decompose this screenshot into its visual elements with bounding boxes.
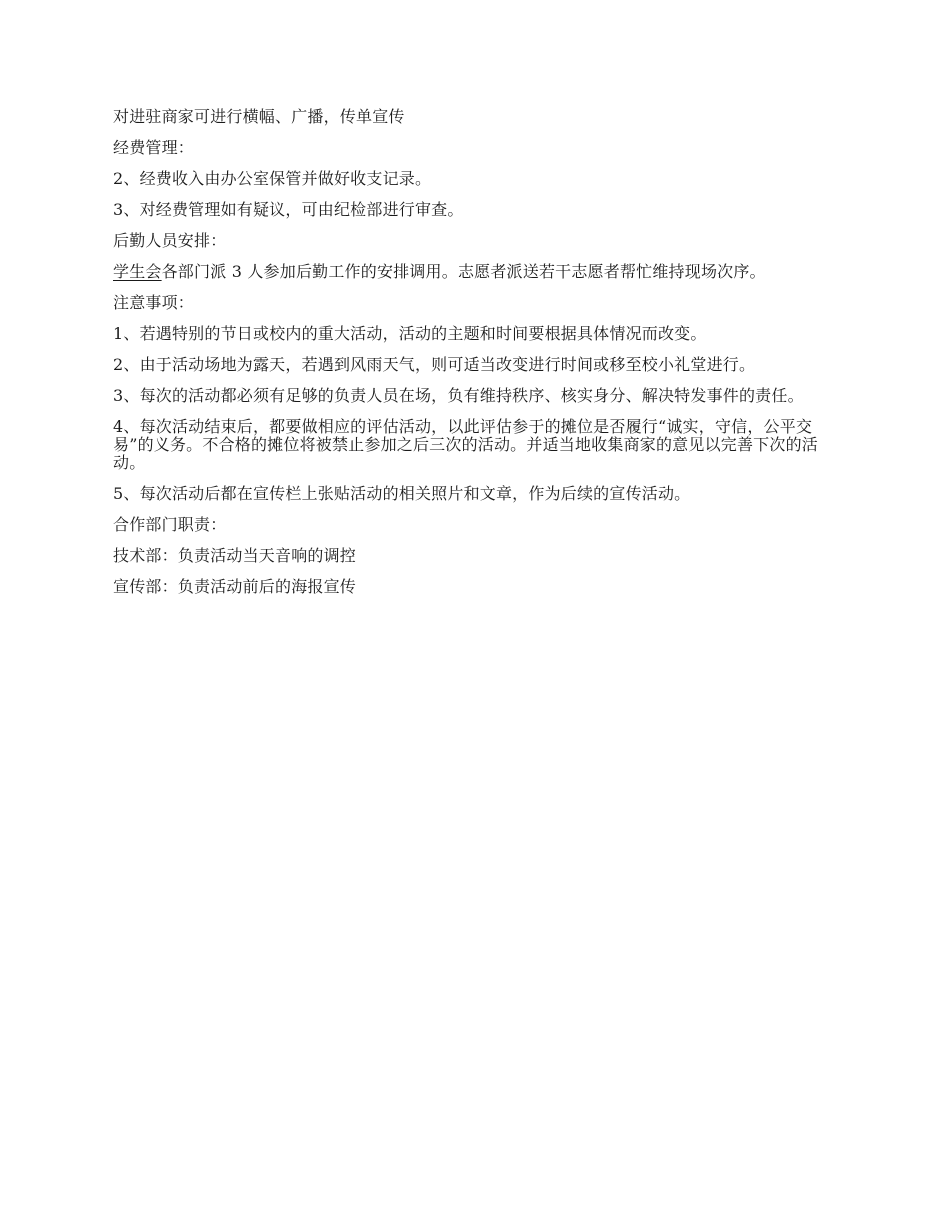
- heading-funds-management: 经费管理：: [113, 138, 195, 157]
- paragraph-notes-item-3: 3、每次的活动都必须有足够的负责人员在场，负有维持秩序、核实身分、解决特发事件的责任。: [113, 386, 804, 405]
- paragraph-logistics-text: 各部门派 3 人参加后勤工作的安排调用。志愿者派送若干志愿者帮忙维持现场次序。: [161, 262, 766, 281]
- student-union-link[interactable]: 学生会: [113, 262, 162, 281]
- paragraph-logistics-staff: [113, 263, 838, 281]
- paragraph-publicity-dept: 宣传部：负责活动前后的海报宣传: [113, 577, 357, 596]
- heading-partner-duties: 合作部门职责：: [113, 515, 227, 534]
- paragraph-notes-item-5: 5、每次活动后都在宣传栏上张贴活动的相关照片和文章，作为后续的宣传活动。: [113, 484, 691, 503]
- paragraph-tech-dept: 技术部：负责活动当天音响的调控: [113, 546, 357, 565]
- heading-logistics-staff: 后勤人员安排：: [113, 231, 227, 250]
- paragraph-notes-item-2: 2、由于活动场地为露天，若遇到风雨天气，则可适当改变进行时间或移至校小礼堂进行。: [113, 355, 756, 374]
- paragraph-notes-item-4: 4、每次活动结束后，都要做相应的评估活动，以此评估参于的摊位是否履行“诚实，守信，公平交易”的义务。不合格的摊位将被禁止参加之后三次的活动。并适当地收集商家的意见以完善下次的活动。: [113, 417, 818, 472]
- paragraph-funds-item-2: 2、经费收入由办公室保管并做好收支记录。: [113, 169, 432, 188]
- paragraph-funds-item-3: 3、对经费管理如有疑议，可由纪检部进行审查。: [113, 200, 464, 219]
- paragraph-merchant-promotion: 对进驻商家可进行横幅、广播，传单宣传: [113, 107, 405, 126]
- heading-notes: 注意事项：: [113, 293, 195, 312]
- paragraph-notes-item-1: 1、若遇特别的节日或校内的重大活动，活动的主题和时间要根据具体情况而改变。: [113, 324, 707, 343]
- document-body: [113, 108, 838, 609]
